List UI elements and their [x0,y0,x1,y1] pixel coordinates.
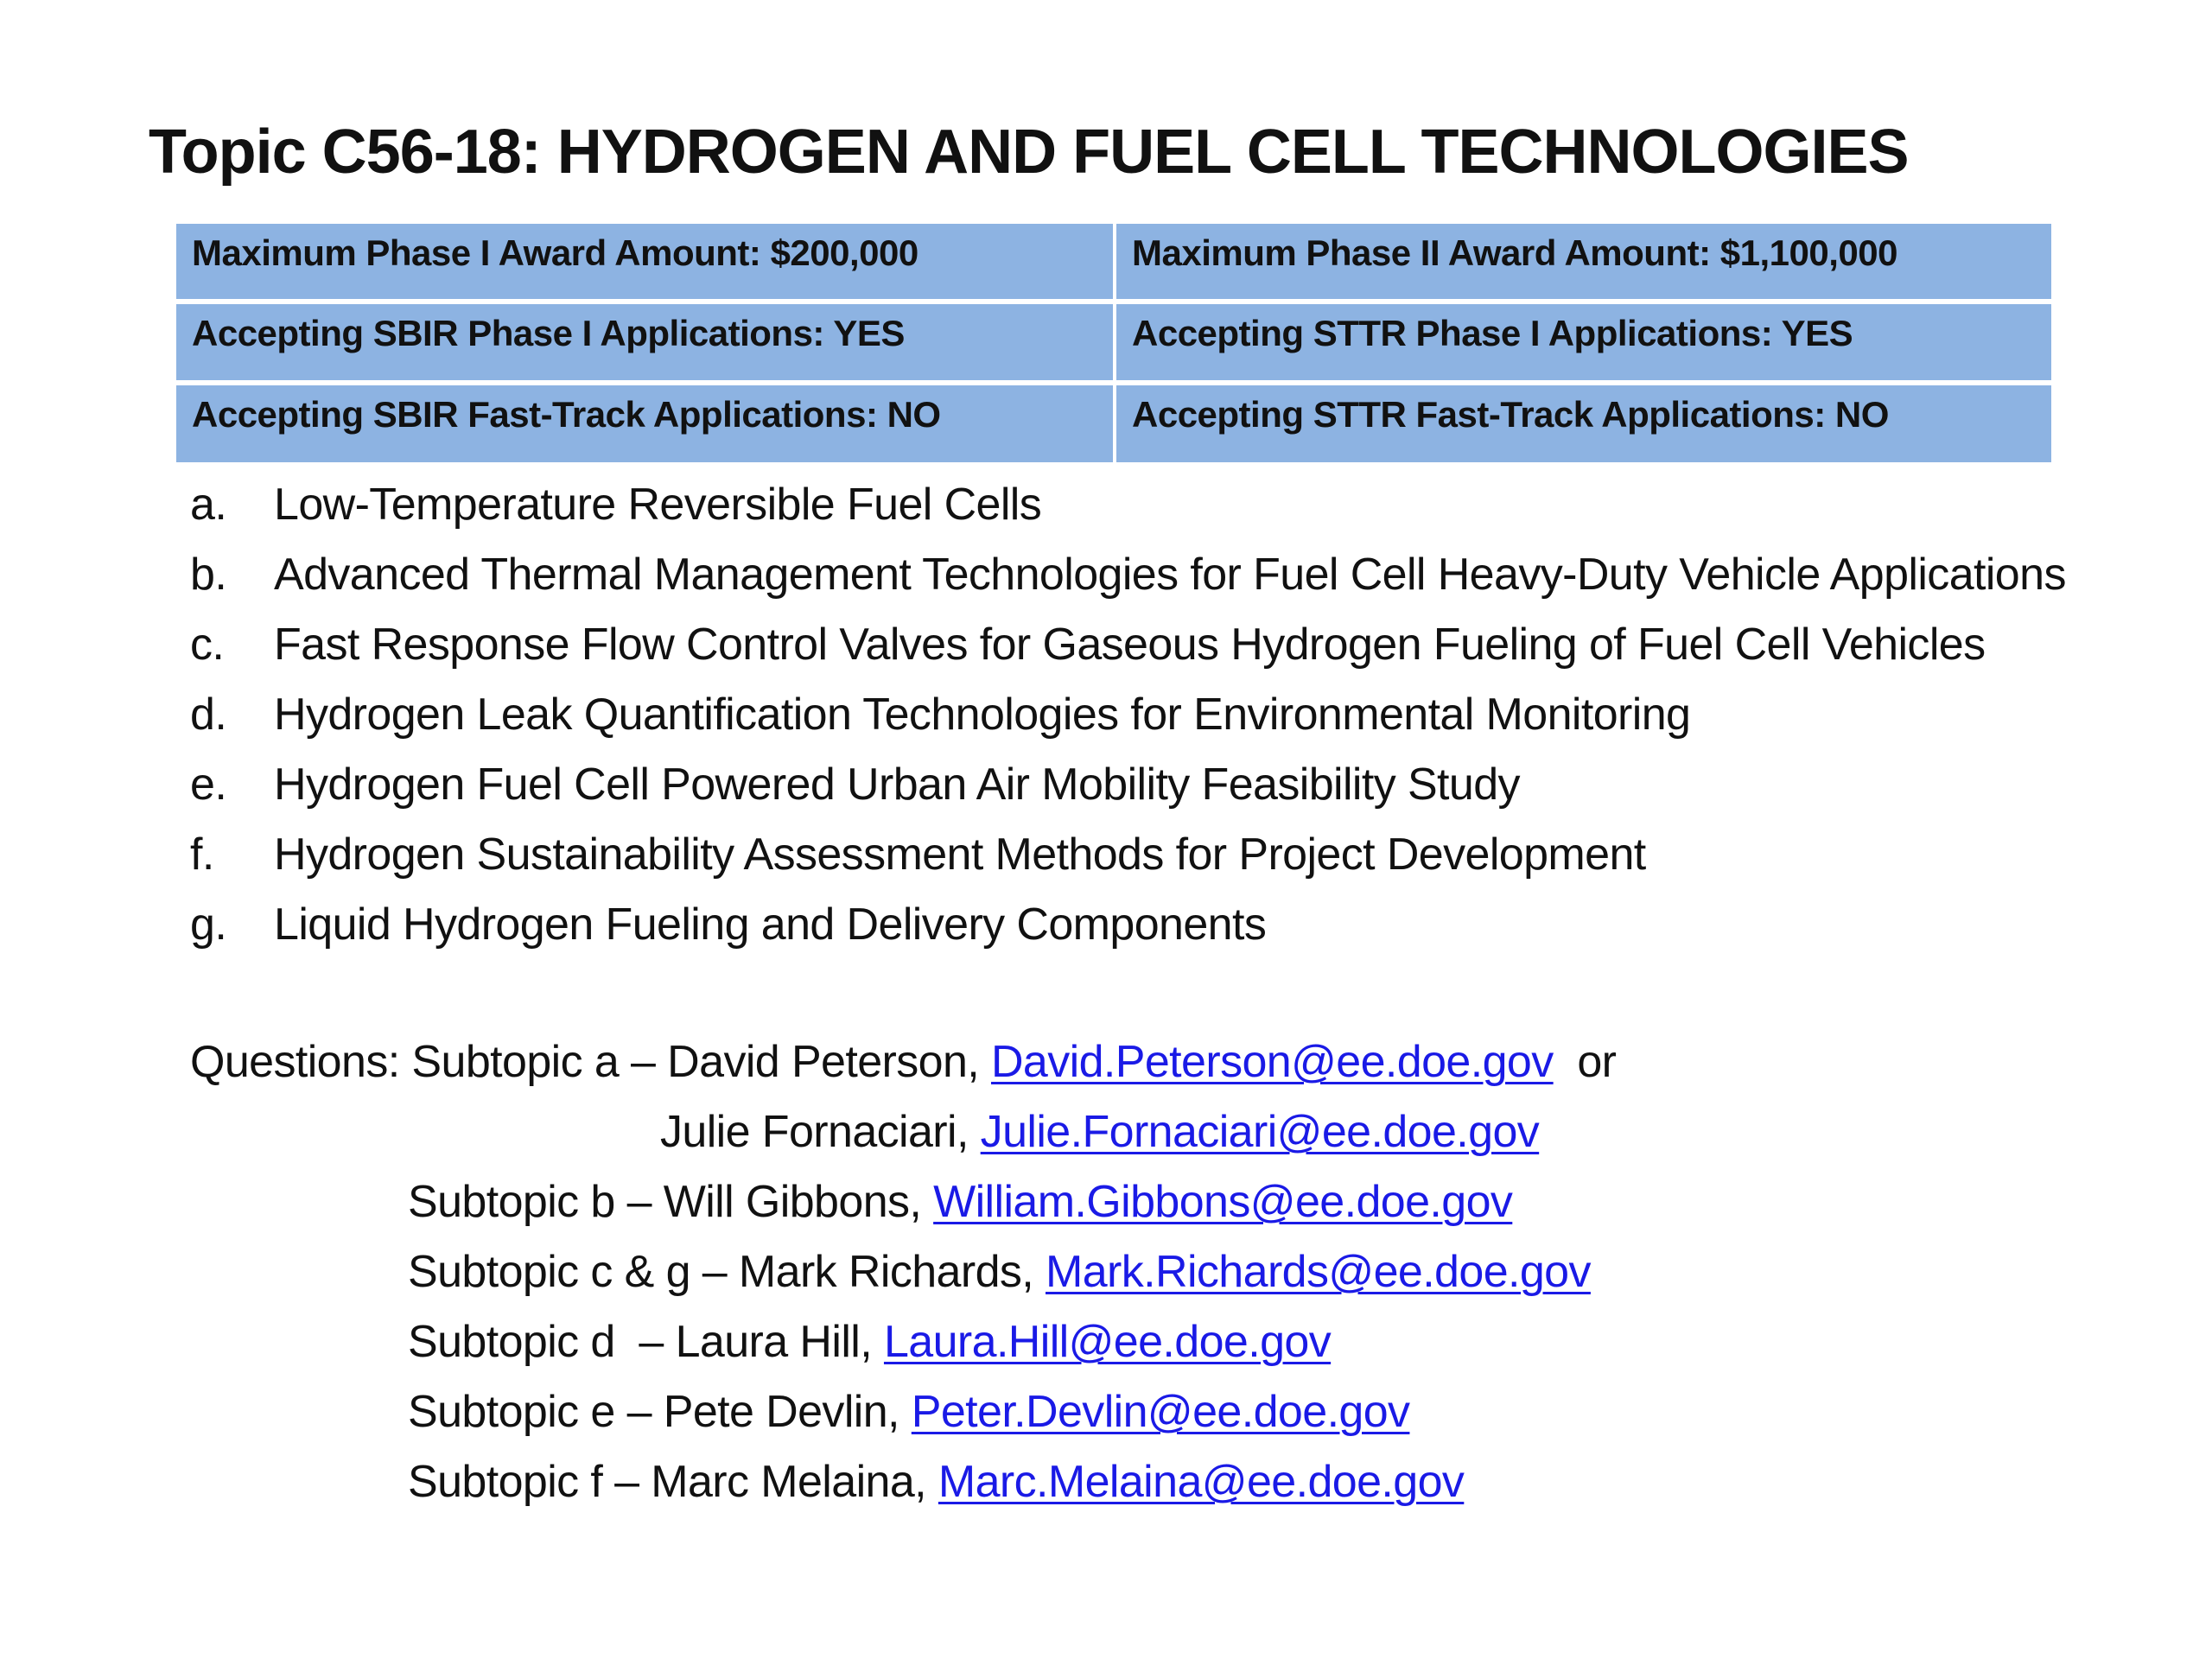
subtopic-title: Advanced Thermal Management Technologies for Fuel Cell Heavy-Duty Vehicle Applications [274,550,2066,600]
contact-prefix: Subtopic c & g – Mark Richards, [408,1247,1046,1297]
sbir-fasttrack-cell: Accepting SBIR Fast-Track Applications: NO [176,385,1113,462]
list-marker: e. [190,760,227,810]
subtopic-title: Fast Response Flow Control Valves for Gaseous Hydrogen Fueling of Fuel Cell Vehicles [274,620,1986,670]
subtopic-title: Hydrogen Fuel Cell Powered Urban Air Mobility Feasibility Study [274,760,1520,810]
contact-line-d [408,1316,1331,1368]
contact-prefix: Subtopic d – Laura Hill, [408,1317,884,1367]
email-link-peter-devlin[interactable]: Peter.Devlin@ee.doe.gov [911,1387,1410,1437]
email-link-william-gibbons[interactable]: William.Gibbons@ee.doe.gov [933,1177,1513,1227]
contact-line-a [190,1036,1616,1088]
award-info-table [176,224,2051,464]
sttr-phase1-cell: Accepting STTR Phase I Applications: YES [1116,304,2051,380]
contact-prefix: Subtopic f – Marc Melaina, [408,1457,938,1507]
list-marker: d. [190,690,227,740]
email-link-laura-hill[interactable]: Laura.Hill@ee.doe.gov [883,1317,1332,1367]
list-marker: b. [190,550,227,600]
contact-prefix: Subtopic b – Will Gibbons, [408,1177,934,1227]
list-marker: f. [190,830,214,880]
email-link-julie-fornaciari[interactable]: Julie.Fornaciari@ee.doe.gov [980,1107,1540,1157]
list-marker: g. [190,899,227,950]
contact-prefix: Subtopic e – Pete Devlin, [408,1387,912,1437]
contact-line-c-g [408,1246,1591,1298]
page-title: Topic C56-18: HYDROGEN AND FUEL CELL TECHNOLOGIES [149,118,1909,187]
questions-label: Questions: [190,1037,412,1087]
contact-prefix: Julie Fornaciari, [660,1107,981,1157]
contact-prefix: Subtopic a – David Peterson, [411,1037,991,1087]
contact-suffix: or [1553,1037,1617,1087]
subtopic-title: Low-Temperature Reversible Fuel Cells [274,480,1042,530]
phase1-award-cell: Maximum Phase I Award Amount: $200,000 [176,224,1113,299]
subtopic-title: Hydrogen Sustainability Assessment Methods for Project Development [274,830,1646,880]
sbir-phase1-cell: Accepting SBIR Phase I Applications: YES [176,304,1113,380]
contact-line-b [408,1176,1512,1228]
list-marker: a. [190,480,227,530]
phase2-award-cell: Maximum Phase II Award Amount: $1,100,000 [1116,224,2051,299]
subtopic-title: Liquid Hydrogen Fueling and Delivery Components [274,899,1267,950]
email-link-david-peterson[interactable]: David.Peterson@ee.doe.gov [990,1037,1554,1087]
contact-line-f [408,1456,1464,1508]
contact-line-e [408,1386,1409,1438]
subtopic-title: Hydrogen Leak Quantification Technologies for Environmental Monitoring [274,690,1691,740]
email-link-marc-melaina[interactable]: Marc.Melaina@ee.doe.gov [938,1457,1465,1507]
list-marker: c. [190,620,225,670]
contact-line-a-alt [660,1106,1539,1158]
sttr-fasttrack-cell: Accepting STTR Fast-Track Applications: NO [1116,385,2051,462]
email-link-mark-richards[interactable]: Mark.Richards@ee.doe.gov [1046,1247,1591,1297]
